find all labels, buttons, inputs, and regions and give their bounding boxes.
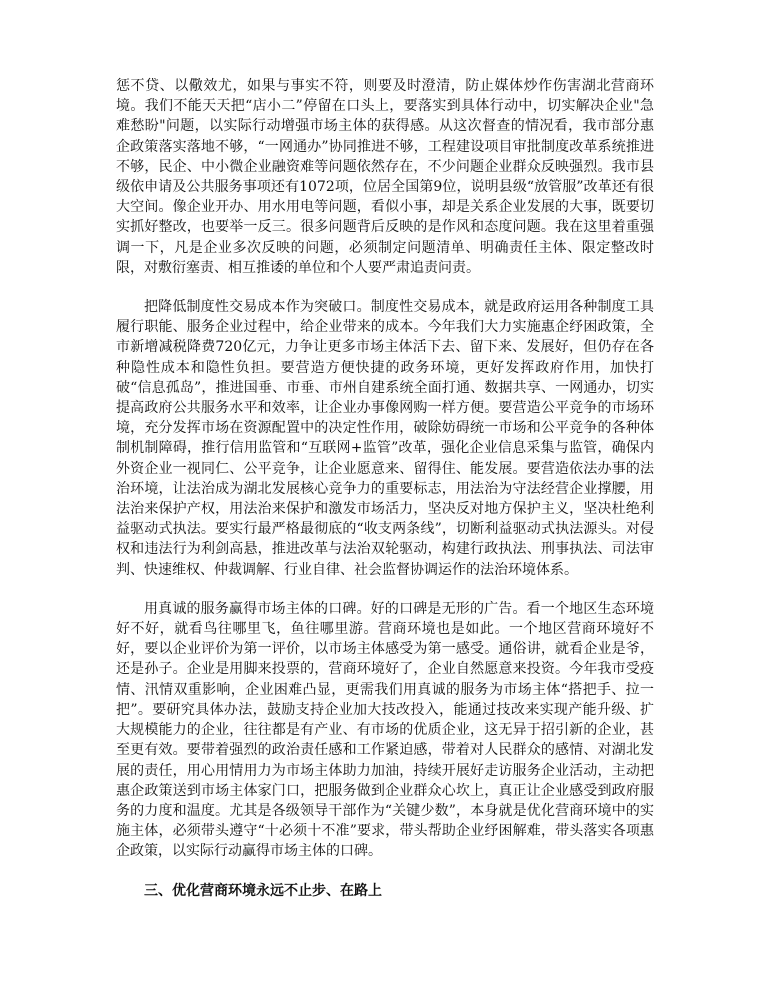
document-page: [116, 76, 654, 901]
paragraph-3: 用真诚的服务赢得市场主体的口碑。好的口碑是无形的广告。看一个地区生态环境好不好，就看鸟往哪里飞，鱼往哪里游。营商环境也是如此。一个地区营商环境好不好，要以企业评价为第一评价，以市场主体感受为第一感受。通俗讲，就看企业是爷，还是孙子。企业是用脚来投票的，营商环境好了，企业自然愿意来投资。今年我市受疫情、汛情双重影响，企业困难凸显，更需我们用真诚的服务为市场主体“搭把手、拉一把”。要研究具体办法，鼓励支持企业加大技改投入，能通过技改来实现产能升级、扩大规模能力的企业，往往都是有产业、有市场的优质企业，这无异于招引新的企业，甚至更有效。要带着强烈的政治责任感和工作紧迫感，带着对人民群众的感情、对湖北发展的责任，用心用情用力为市场主体助力加油，持续开展好走访服务企业活动，主动把惠企政策送到市场主体家门口，把服务做到企业群众心坎上，真正让企业感受到政府服务的力度和温度。尤其是各级领导干部作为“关键少数”，本身就是优化营商环境中的实施主体，必须带头遵守“十必须十不准”要求，带头帮助企业纾困解难，带头落实各项惠企政策，以实际行动赢得市场主体的口碑。: [116, 600, 654, 860]
section-heading: 三、优化营商环境永远不止步、在路上: [144, 882, 382, 899]
paragraph-2: 把降低制度性交易成本作为突破口。制度性交易成本，就是政府运用各种制度工具履行职能、服务企业过程中，给企业带来的成本。今年我们大力实施惠企纾困政策，全市新增减税降费720亿元，力争让更多市场主体活下去、留下来、发展好，但仍存在各种隐性成本和隐性负担。要营造方便快捷的政务环境，更好发挥政府作用，加快打破“信息孤岛”，推进国垂、市垂、市州自建系统全面打通、数据共享、一网通办，切实提高政府公共服务水平和效率，让企业办事像网购一样方便。要营造公平竞争的市场环境，充分发挥市场在资源配置中的决定性作用，破除妨碍统一市场和公平竞争的各种体制机制障碍，推行信用监管和“互联网+监管”改革，强化企业信息采集与监管，确保内外资企业一视同仁、公平竞争，让企业愿意来、留得住、能发展。要营造依法办事的法治环境，让法治成为湖北发展核心竞争力的重要标志，用法治为守法经营企业撑腰，用法治来保护产权，用法治来保护和激发市场活力，坚决反对地方保护主义，坚决杜绝利益驱动式执法。要实行最严格最彻底的“收支两条线”，切断利益驱动式执法源头。对侵权和违法行为利剑高悬，推进改革与法治双轮驱动，构建行政执法、刑事执法、司法审判、快速维权、仲裁调解、行业自律、社会监督协调运作的法治环境体系。: [116, 299, 654, 578]
paragraph-1: 惩不贷、以儆效尤，如果与事实不符，则要及时澄清，防止媒体炒作伤害湖北营商环境。我们不能天天把“店小二”停留在口头上，要落实到具体行动中，切实解决企业"急难愁盼"问题，以实际行动增强市场主体的获得感。从这次督查的情况看，我市部分惠企政策落实落地不够，“一网通办”协同推进不够，工程建设项目审批制度改革系统推进不够，民企、中小微企业融资难等问题依然存在，不少问题企业群众反映强烈。我市县级依申请及公共服务事项还有1072项，位居全国第9位，说明县级“放管服”改革还有很大空间。像企业开办、用水用电等问题，看似小事，却是关系企业发展的大事，既要切实抓好整改，也要举一反三。很多问题背后反映的是作风和态度问题。我在这里着重强调一下，凡是企业多次反映的问题，必须制定问题清单、明确责任主体、限定整改时限，对敷衍塞责、相互推诿的单位和个人要严肃追责问责。: [116, 78, 654, 276]
